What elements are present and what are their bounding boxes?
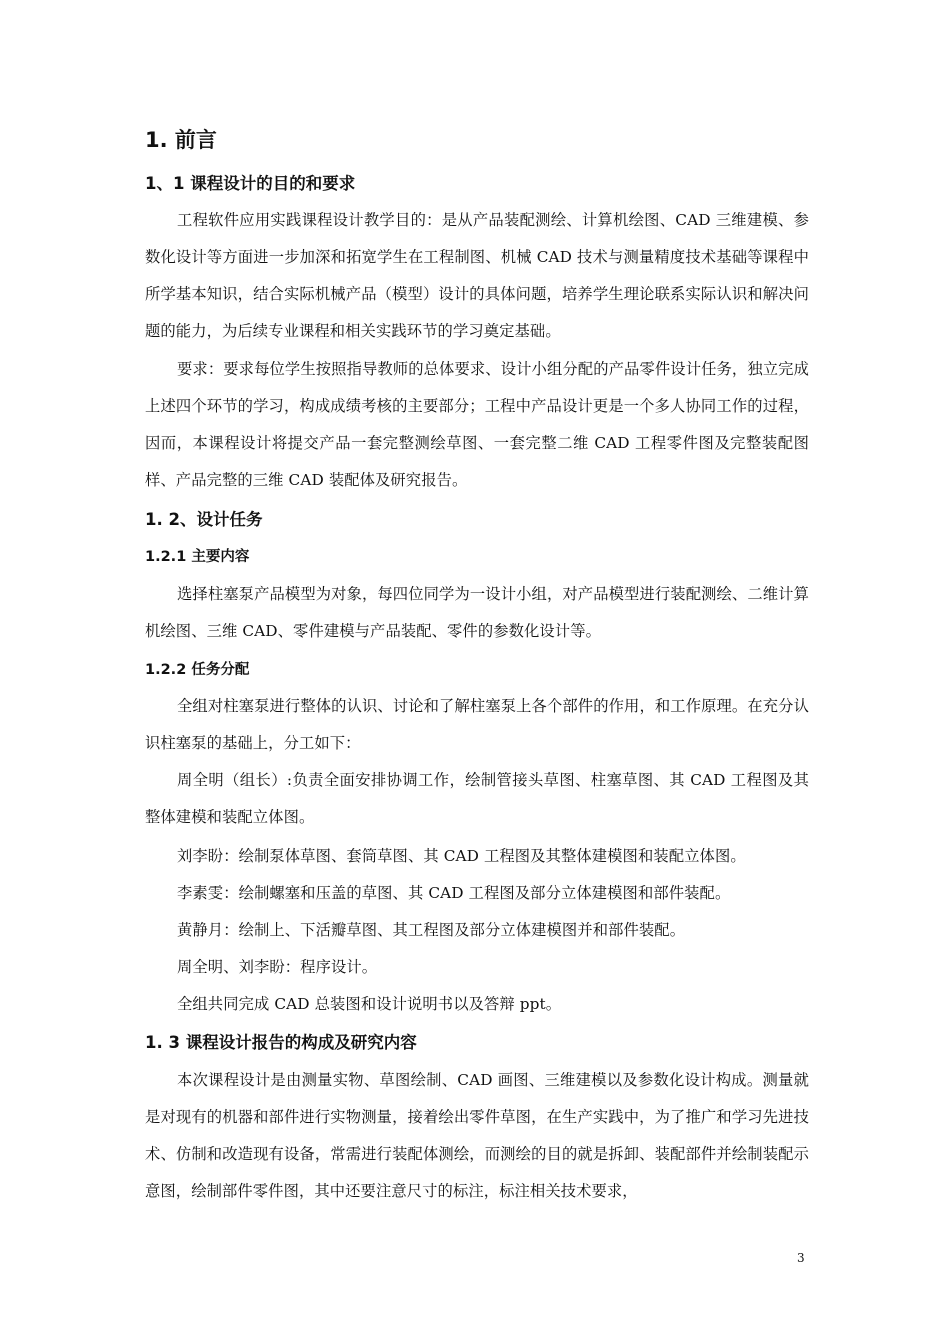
section-1-1-purpose-paragraph: 工程软件应用实践课程设计教学目的：是从产品装配测绘、计算机绘图、CAD 三维建模、参数化设计等方面进一步加深和拓宽学生在工程制图、机械 CAD 技术与测量精度技术基础等课程中所学基本知识，结合实际机械产品（模型）设计的具体问题，培养学生理论联系实际认识和解决问题的能力，为后续专业课程和相关实践环节的学习奠定基础。: [145, 211, 809, 341]
section-1-2-1-heading: 1.2.1 主要内容: [145, 549, 250, 565]
page-number: 3: [797, 1251, 805, 1265]
main-heading: 1. 前言: [145, 128, 217, 152]
section-1-2-1-paragraph: 选择柱塞泵产品模型为对象，每四位同学为一设计小组，对产品模型进行装配测绘、二维计算机绘图、三维 CAD、零件建模与产品装配、零件的参数化设计等。: [145, 585, 809, 641]
task-member-3: 李素雯：绘制螺塞和压盖的草图、其 CAD 工程图及部分立体建模图和部件装配。: [177, 884, 731, 902]
section-1-2-heading: 1. 2、设计任务: [145, 510, 263, 529]
section-1-3-paragraph: 本次课程设计是由测量实物、草图绘制、CAD 画图、三维建模以及参数化设计构成。测量就是对现有的机器和部件进行实物测量，接着绘出零件草图，在生产实践中，为了推广和学习先进技术、仿制和改造现有设备，常需进行装配体测绘，而测绘的目的就是拆卸、装配部件并绘制装配示意图，绘制部件零件图，其中还要注意尺寸的标注，标注相关技术要求，: [145, 1071, 809, 1201]
task-member-4: 黄静月：绘制上、下活瓣草图、其工程图及部分立体建模图并和部件装配。: [177, 921, 686, 939]
task-together: 全组共同完成 CAD 总装图和设计说明书以及答辩 ppt。: [177, 995, 562, 1013]
task-member-1: 周全明（组长）:负责全面安排协调工作，绘制管接头草图、柱塞草图、其 CAD 工程图及其整体建模和装配立体图。: [145, 771, 809, 827]
task-member-2: 刘李盼：绘制泵体草图、套筒草图、其 CAD 工程图及其整体建模图和装配立体图。: [177, 847, 746, 865]
task-program: 周全明、刘李盼：程序设计。: [177, 958, 378, 976]
section-1-3-heading: 1. 3 课程设计报告的构成及研究内容: [145, 1033, 417, 1052]
section-1-1-heading: 1、1 课程设计的目的和要求: [145, 174, 356, 193]
section-1-1-requirement-paragraph: 要求：要求每位学生按照指导教师的总体要求、设计小组分配的产品零件设计任务，独立完成上述四个环节的学习，构成成绩考核的主要部分；工程中产品设计更是一个多人协同工作的过程，因而，本课程设计将提交产品一套完整测绘草图、一套完整二维 CAD 工程零件图及完整装配图样、产品完整的三维 CAD 装配体及研究报告。: [145, 360, 809, 490]
section-1-2-2-intro-paragraph: 全组对柱塞泵进行整体的认识、讨论和了解柱塞泵上各个部件的作用，和工作原理。在充分认识柱塞泵的基础上，分工如下：: [145, 697, 809, 753]
section-1-2-2-heading: 1.2.2 任务分配: [145, 662, 250, 678]
